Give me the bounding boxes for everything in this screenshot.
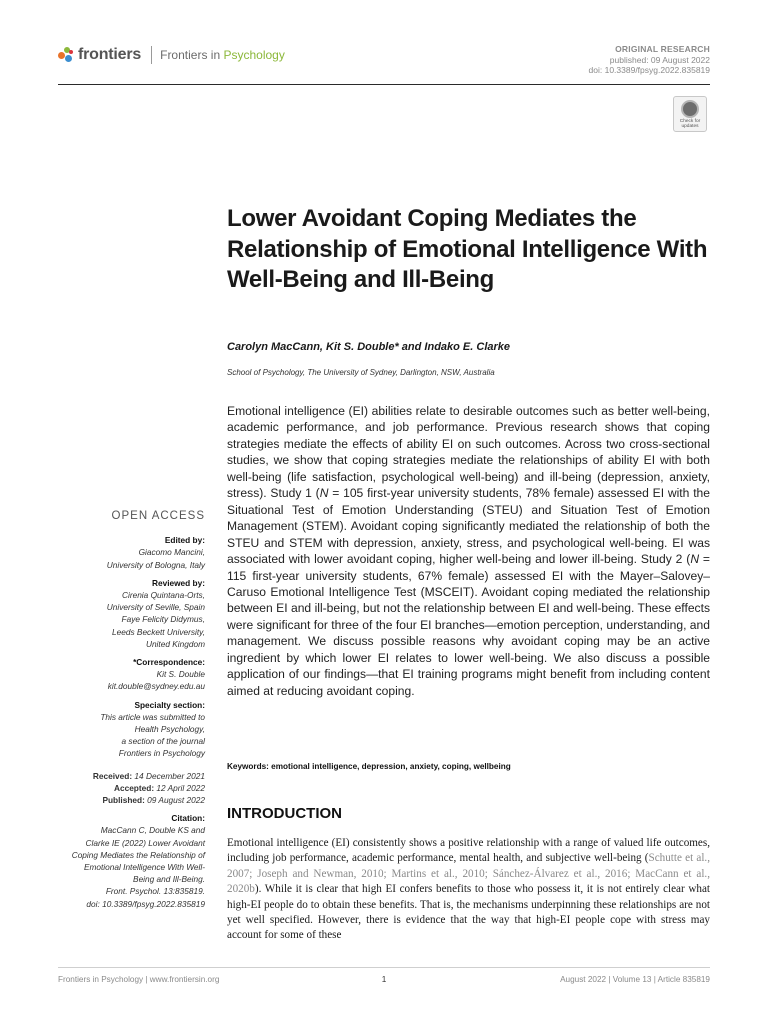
author-list: Carolyn MacCann, Kit S. Double* and Indako E. Clarke <box>227 341 511 353</box>
specialty-section: Specialty section: This article was submitted to Health Psychology, a section of the journal Frontiers in Psychology <box>100 699 205 759</box>
article-meta <box>589 44 710 76</box>
check-for-updates-button[interactable] <box>673 96 707 132</box>
header-divider <box>58 84 710 85</box>
footer-divider <box>58 967 710 968</box>
section-heading-introduction: INTRODUCTION <box>227 805 342 822</box>
citation-doi[interactable]: doi: 10.3389/fpsyg.2022.835819 <box>86 898 205 909</box>
citation: Citation: MacCann C, Double KS and Clarke IE (2022) Lower Avoidant Coping Mediates the Relationship of Emotional Intelligence With Well- Being and Ill-Being. Front. Psychol. 13:835819. doi: 10.3389/fpsyg.2022.835819 <box>58 812 205 910</box>
journal-name: Frontiers in Psychology <box>160 48 285 62</box>
introduction-text: Emotional intelligence (EI) consistently shows a positive relationship with a range of valued life outcomes, including job performance, academic performance, mental health, and subjective well-being (Schutte et al., 2007; Joseph and Newman, 2010; Martins et al., 2010; Sánchez-Álvarez et al., 2016; MacCann et al., 2020b). While it is clear that high EI confers benefits to those who possess it, it is not entirely clear what high-EI people do to obtain these benefits. That is, the mechanisms underpinning these relationships are not yet well specified. However, there is evidence that the way that high-EI people cope with stress may account for some of these <box>227 837 710 942</box>
check-updates-label: Check for updates <box>679 119 701 129</box>
page-header <box>58 44 710 74</box>
author-affiliation: School of Psychology, The University of Sydney, Darlington, NSW, Australia <box>227 368 495 377</box>
keywords-value: emotional intelligence, depression, anxiety, coping, wellbeing <box>271 762 511 771</box>
article-dates: Received: 14 December 2021 Accepted: 12 April 2022 Published: 09 August 2022 <box>92 770 205 806</box>
reviewed-by: Reviewed by: Cirenia Quintana-Orts, University of Seville, Spain Faye Felicity Didymus, Leeds Beckett University, United Kingdom <box>106 577 205 649</box>
article-type: ORIGINAL RESEARCH <box>615 44 710 54</box>
correspondence: *Correspondence: Kit S. Double kit.double@sydney.edu.au <box>58 656 205 693</box>
frontiers-logo[interactable] <box>58 46 285 64</box>
keywords-label: Keywords: <box>227 762 272 771</box>
open-access-label: OPEN ACCESS <box>111 510 205 522</box>
citation-link[interactable]: Schutte et al., 2007; Joseph and Newman, 2010; Martins et al., 2010; Sánchez-Álvarez et al., 2016; MacCann et al., 2020b <box>227 852 710 896</box>
abstract: Emotional intelligence (EI) abilities relate to desirable outcomes such as better well-being, academic performance, and job performance. Previous research shows that coping strategies mediate the effects of ability EI on such outcomes. Across two cross-sectional studies, we show that coping strategies mediate the relationships of ability EI with both well-being (life satisfaction, psychological well-being) and ill-being (depression, anxiety, stress). Study 1 (N = 105 first-year university students, 78% female) assessed EI with the Situational Test of Emotion Understanding (STEU) and Situation Test of Emotion Management (STEM). Avoidant coping significantly mediated the relationship of both the STEU and STEM with depression, anxiety, stress, and psychological well-being. EI was associated with lower avoidant coping, higher well-being and lower ill-being. Study 2 (N = 115 first-year university students, 67% female) assessed EI with the Mayer–Salovey–Caruso Emotional Intelligence Test (MSCEIT). Avoidant coping mediated the relationship between EI and ill-being, but not the relationship between EI and well-being. These effects were significant for three of the four EI branches—emotion perception, understanding, and management. We discuss possible reasons why avoidant coping may be an active ingredient by which lower EI relates to lower well-being. We also discuss a possible application of our findings—that EI training programs might benefit from including content aimed at reducing avoidant coping. <box>227 404 711 698</box>
footer-issue-info: August 2022 | Volume 13 | Article 835819 <box>560 975 710 984</box>
logo-divider <box>151 46 152 64</box>
frontiers-logo-icon <box>58 47 74 63</box>
correspondence-email[interactable]: kit.double@sydney.edu.au <box>107 681 205 692</box>
published-date: published: 09 August 2022 <box>609 54 710 65</box>
logo-wordmark: frontiers <box>78 46 142 63</box>
article-doi[interactable]: doi: 10.3389/fpsyg.2022.835819 <box>588 65 710 75</box>
bookmark-icon <box>681 100 699 118</box>
keywords <box>227 762 511 771</box>
article-title: Lower Avoidant Coping Mediates the Relationship of Emotional Intelligence With Well-Being and Ill-Being <box>227 205 708 293</box>
page-number: 1 <box>381 975 387 984</box>
footer-journal-link[interactable]: Frontiers in Psychology | www.frontiersin.org <box>58 975 220 984</box>
sidebar-info <box>58 510 205 914</box>
edited-by: Edited by: Giacomo Mancini, University of Bologna, Italy <box>106 535 205 570</box>
